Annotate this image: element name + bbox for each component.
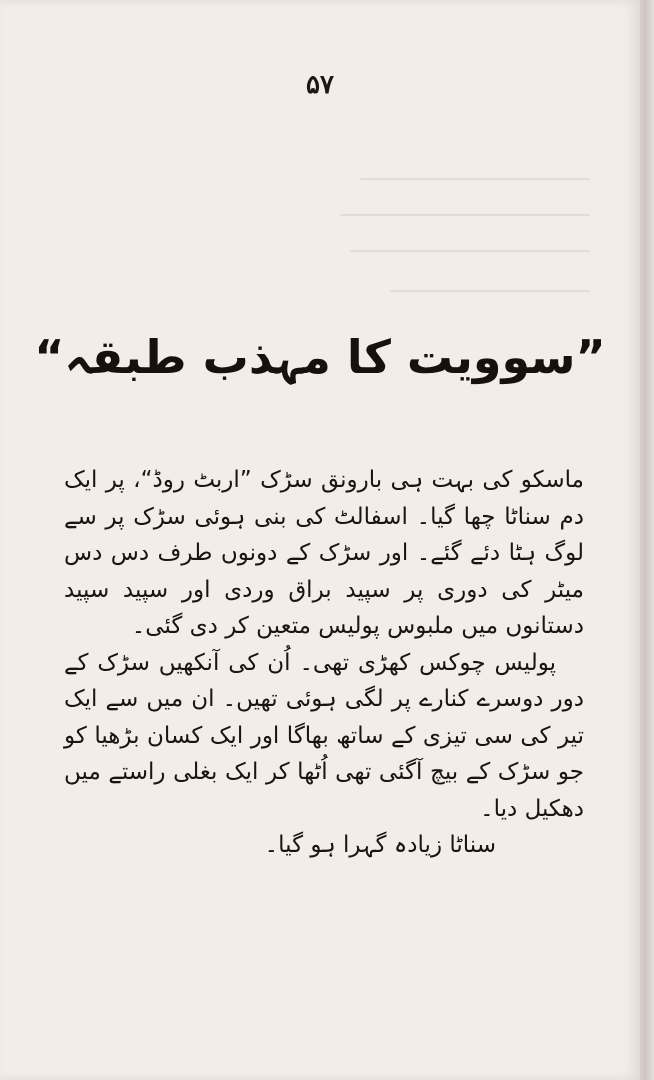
body-text — [64, 462, 584, 864]
bleed-through-line — [390, 290, 590, 292]
bleed-through-line — [350, 250, 590, 252]
chapter-title: ”سوویت کا مہذب طبقہ“ — [34, 330, 606, 384]
page-number: ۵۷ — [306, 70, 334, 100]
paragraph: پولیس چوکس کھڑی تھی۔ اُن کی آنکھیں سڑک کے دور دوسرے کنارے پر لگی ہوئی تھیں۔ ان میں سے ایک تیر کی سی تیزی کے ساتھ بھاگا اور ایک کسان بڑھیا کو جو سڑک کے بیچ آگئی تھی اُٹھا کر ایک بغلی راستے میں دھکیل دیا۔ — [64, 649, 584, 822]
bleed-through-line — [360, 178, 590, 180]
paragraph: سناٹا زیادہ گہرا ہو گیا۔ — [264, 832, 496, 858]
paragraph: ماسکو کی بہت ہی بارونق سڑک ”اربٹ روڈ“، پر ایک دم سناٹا چھا گیا۔ اسفالٹ کی بنی ہوئی سڑک پر سے لوگ ہٹا دئے گئے۔ اور سڑک کے دونوں طرف دس دس میٹر کی دوری پر سپید براق وردی اور سپید سپید دستانوں میں ملبوس پولیس متعین کر دی گئی۔ — [64, 467, 584, 639]
page-edge — [640, 0, 654, 1080]
bleed-through-line — [340, 214, 590, 216]
